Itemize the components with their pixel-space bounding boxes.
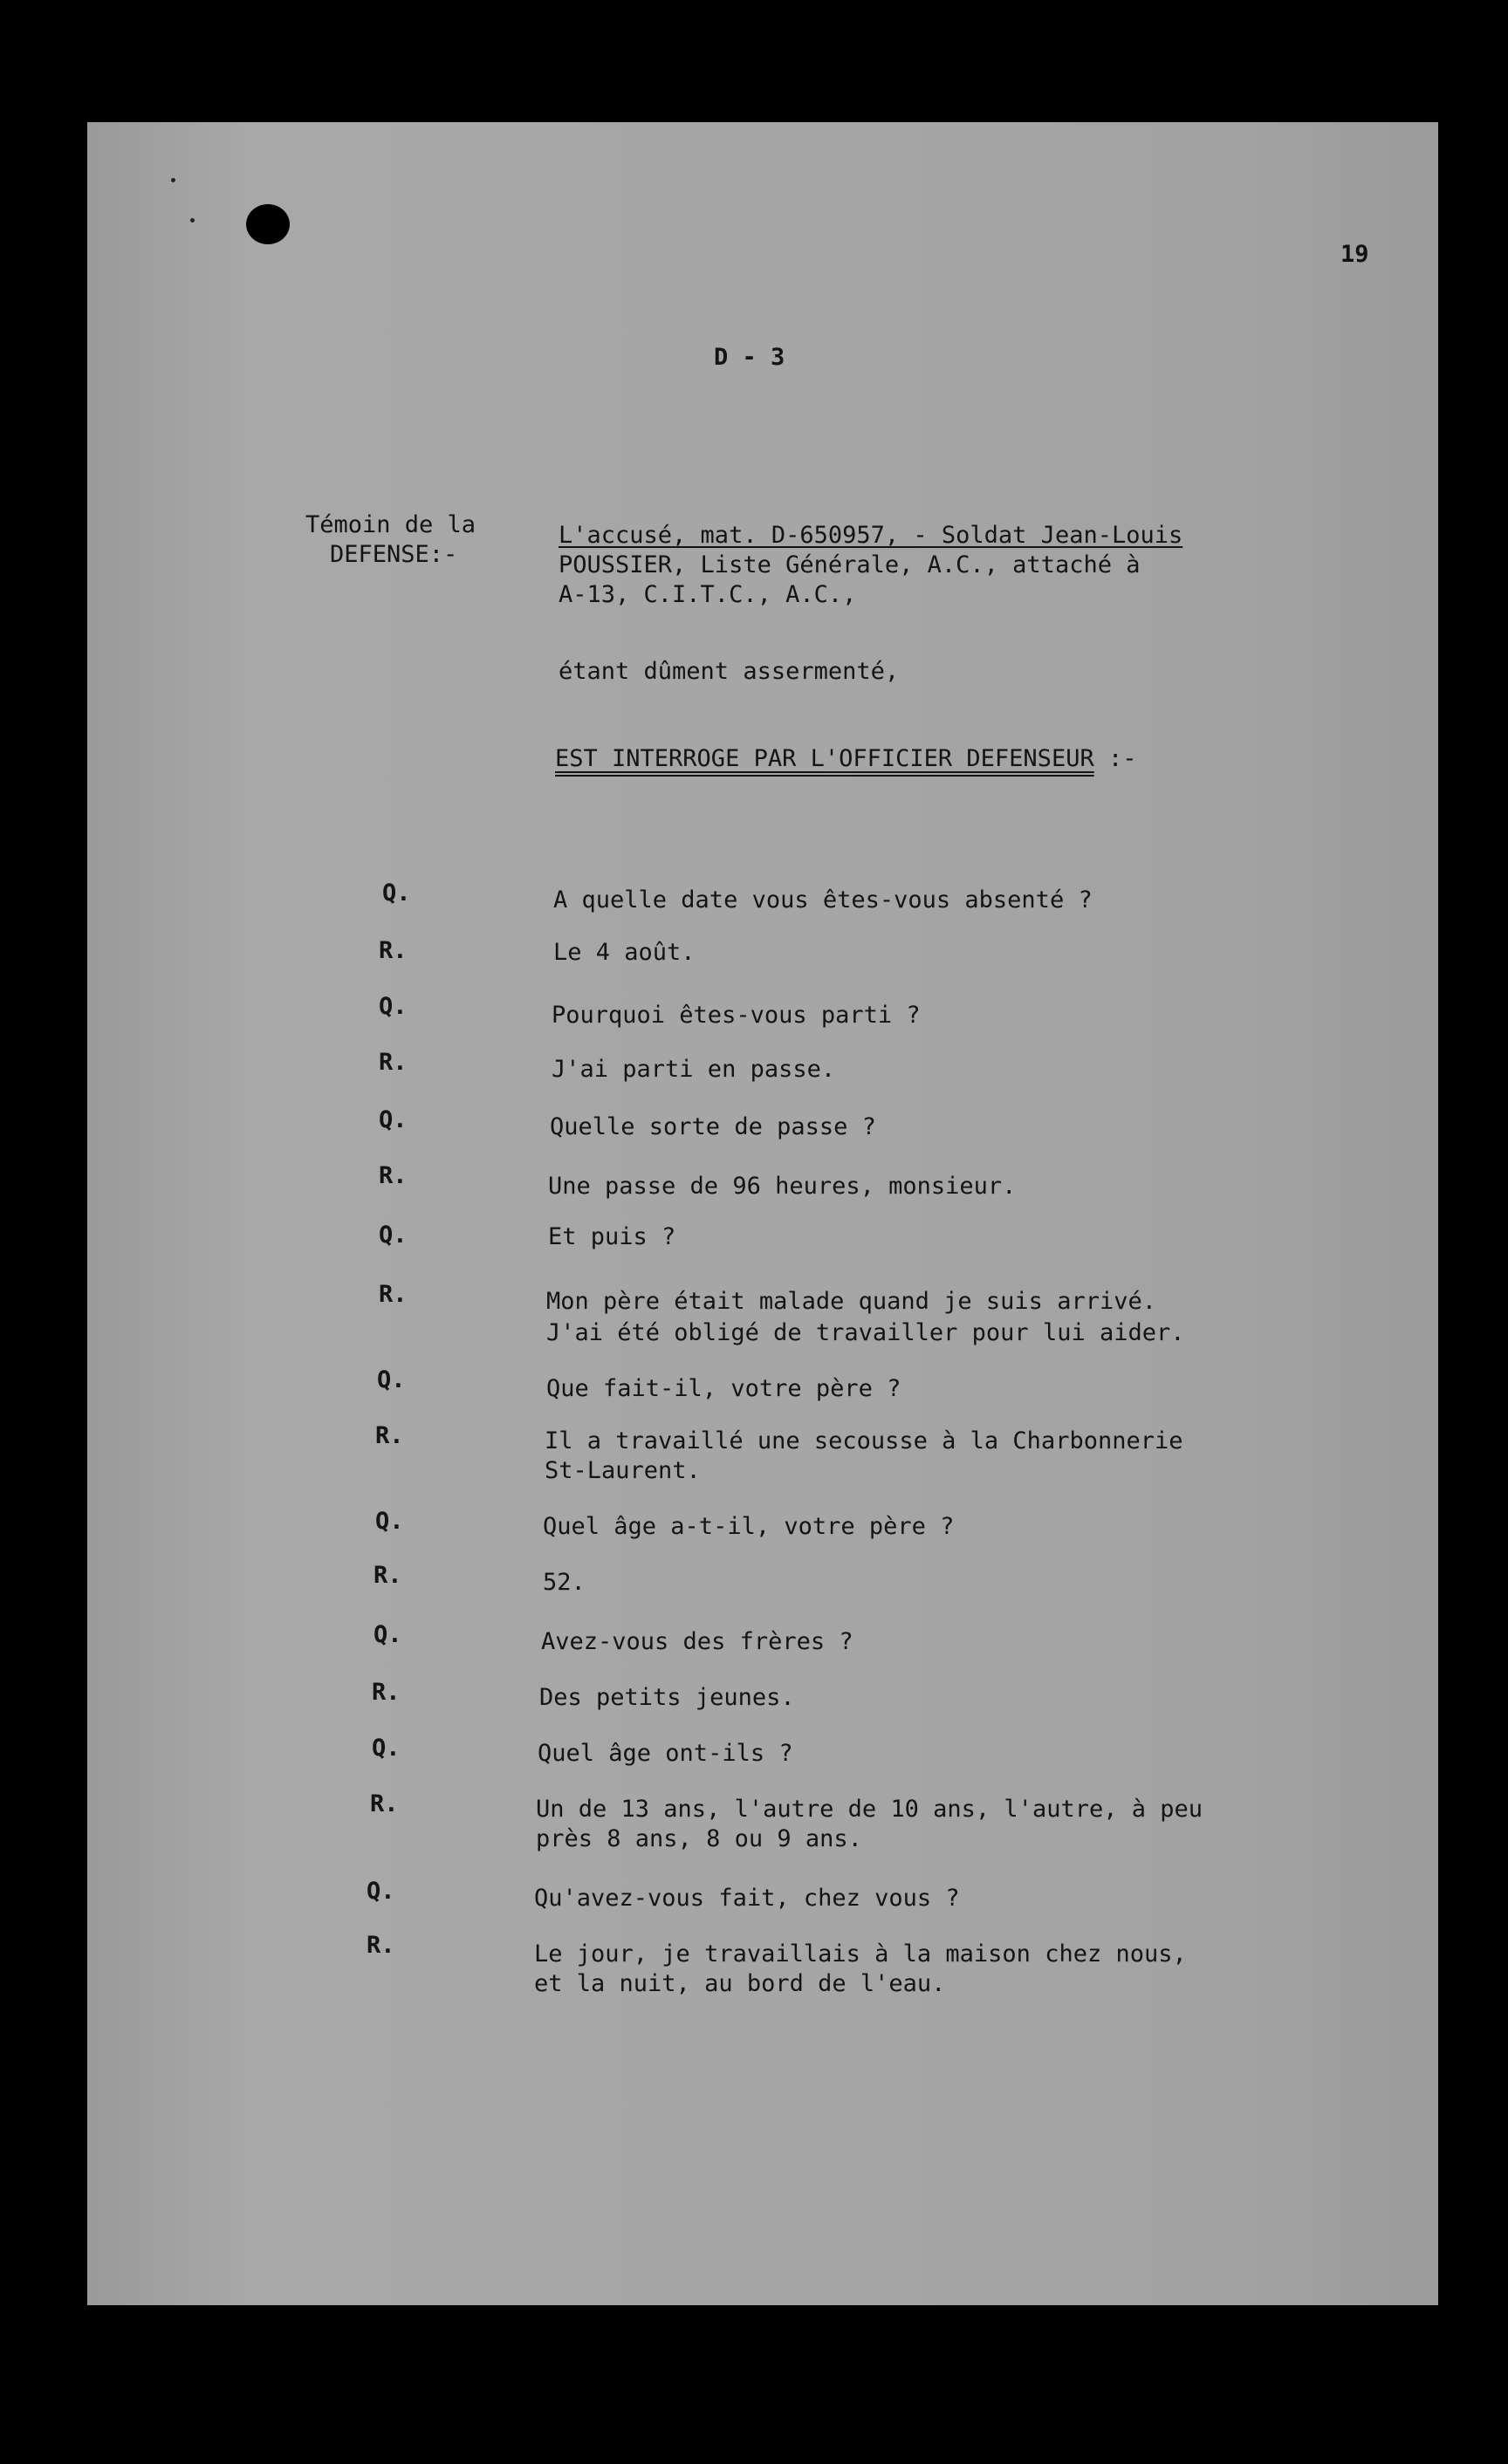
examination-heading-row — [555, 743, 1137, 774]
qa-text: et la nuit, au bord de l'eau. — [534, 1970, 946, 1997]
qa-text: Qu'avez-vous fait, chez vous ? — [534, 1885, 960, 1912]
qa-text: J'ai parti en passe. — [552, 1056, 836, 1083]
qa-marker: R. — [379, 1049, 408, 1076]
qa-marker: Q. — [374, 1621, 402, 1648]
qa-text: 52. — [543, 1569, 586, 1596]
qa-text: Quel âge ont-ils ? — [538, 1740, 793, 1767]
qa-marker: R. — [375, 1422, 404, 1449]
qa-text: Mon père était malade quand je suis arrivé. — [546, 1288, 1156, 1315]
punch-hole — [246, 204, 290, 244]
qa-marker: Q. — [367, 1878, 395, 1905]
qa-marker: R. — [379, 937, 408, 964]
qa-marker: Q. — [379, 1222, 408, 1249]
qa-marker: Q. — [375, 1508, 404, 1535]
witness-intro-line-2: POUSSIER, Liste Générale, A.C., attaché à — [559, 551, 1141, 578]
qa-text: Le 4 août. — [553, 939, 696, 966]
witness-intro-line-3: A-13, C.I.T.C., A.C., — [559, 581, 857, 608]
qa-marker: R. — [367, 1932, 395, 1959]
qa-text: Et puis ? — [548, 1223, 676, 1250]
qa-marker: R. — [372, 1679, 401, 1706]
qa-text: Quelle sorte de passe ? — [550, 1113, 876, 1140]
qa-text: Pourquoi êtes-vous parti ? — [552, 1002, 921, 1029]
qa-text: J'ai été obligé de travailler pour lui aider. — [546, 1319, 1185, 1346]
speck — [190, 218, 195, 222]
qa-text: Une passe de 96 heures, monsieur. — [548, 1173, 1017, 1200]
examination-heading: EST INTERROGE PAR L'OFFICIER DEFENSEUR — [555, 745, 1094, 772]
qa-text: Le jour, je travaillais à la maison chez nous, — [534, 1940, 1187, 1968]
qa-text: A quelle date vous êtes-vous absenté ? — [553, 886, 1093, 914]
qa-text: St-Laurent. — [545, 1457, 701, 1484]
qa-text: Il a travaillé une secousse à la Charbonnerie — [545, 1427, 1183, 1454]
witness-intro-line-1: L'accusé, mat. D-650957, - Soldat Jean-Louis — [559, 522, 1183, 549]
qa-text: Quel âge a-t-il, votre père ? — [543, 1513, 955, 1540]
page-number: 19 — [1340, 241, 1369, 268]
examination-suffix: :- — [1107, 745, 1137, 772]
side-label-line-1: Témoin de la — [305, 511, 476, 538]
qa-marker: R. — [379, 1162, 408, 1189]
qa-marker: Q. — [379, 993, 408, 1020]
section-heading: D - 3 — [714, 344, 785, 371]
qa-marker: Q. — [379, 1106, 408, 1133]
qa-text: près 8 ans, 8 ou 9 ans. — [536, 1825, 862, 1852]
qa-marker: Q. — [372, 1735, 401, 1762]
qa-marker: R. — [379, 1281, 408, 1308]
speck — [171, 178, 175, 182]
qa-marker: R. — [370, 1790, 399, 1817]
qa-text: Avez-vous des frères ? — [541, 1628, 853, 1655]
sworn-statement: étant dûment assermenté, — [559, 658, 900, 685]
qa-text: Que fait-il, votre père ? — [546, 1375, 901, 1402]
qa-marker: Q. — [377, 1366, 406, 1393]
qa-text: Un de 13 ans, l'autre de 10 ans, l'autre, à peu — [536, 1796, 1203, 1823]
qa-marker: Q. — [382, 880, 411, 907]
qa-marker: R. — [374, 1562, 402, 1589]
qa-text: Des petits jeunes. — [539, 1684, 795, 1711]
side-label-line-2: DEFENSE:- — [330, 541, 458, 568]
